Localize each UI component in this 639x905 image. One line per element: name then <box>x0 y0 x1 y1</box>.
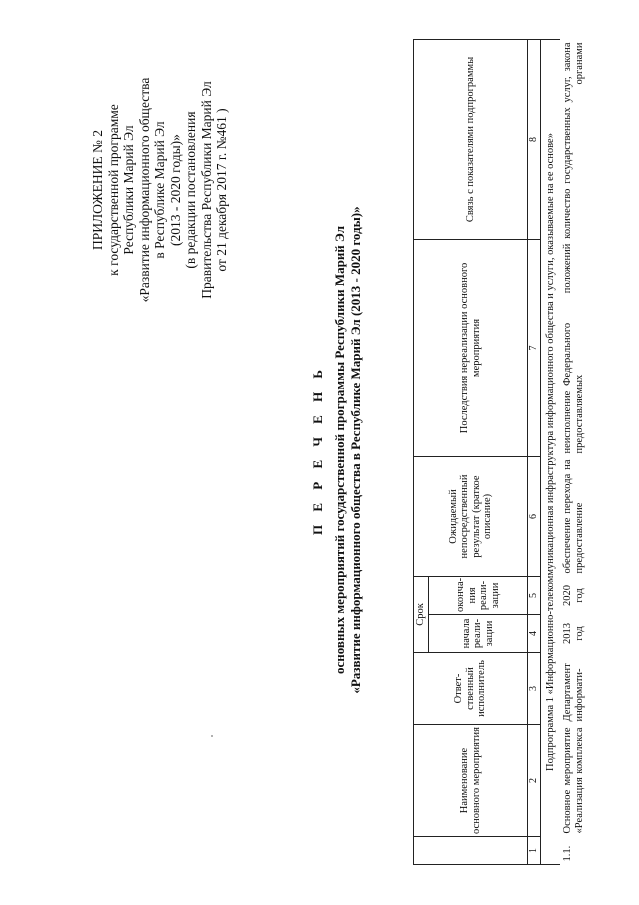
appendix-line: в Республике Марий Эл <box>152 121 167 259</box>
appendix-line: от 21 декабря 2017 г. №461 ) <box>214 108 229 272</box>
scan-speck <box>211 735 213 737</box>
row-name: Основное мероприятие «Реализация комплекса <box>562 727 585 834</box>
header-link: Связь с показателями подпрограммы <box>414 39 528 239</box>
title-line-2: «Развитие информационного общества в Республике Марий Эл (2013 - 2020 годы)» <box>348 206 363 694</box>
column-number-row <box>528 39 541 864</box>
appendix-line: к государственной программе <box>105 104 121 276</box>
header-consequences: Последствия нереализации основного мероприятия <box>414 239 528 456</box>
column-number: 3 <box>528 653 541 725</box>
measures-table <box>413 39 587 865</box>
appendix-line: (2013 - 2020 годы)» <box>167 134 183 246</box>
column-number: 1 <box>528 837 541 865</box>
appendix-line: Правительства Республики Марий Эл <box>198 81 214 299</box>
header-name: Наименование основного мероприятия <box>414 725 528 837</box>
column-number: 2 <box>528 725 541 837</box>
header-term: Срок <box>414 576 429 652</box>
document-title <box>310 135 364 765</box>
appendix-line: Республики Марий Эл <box>121 125 136 255</box>
table-header-row <box>414 39 429 864</box>
header-result: Ожидаемый непосредственный результат (краткое описание) <box>414 456 528 576</box>
table-row <box>560 39 587 864</box>
row-link-a: положений количество государственных услуг, <box>562 76 573 294</box>
appendix-line: ПРИЛОЖЕНИЕ № 2 <box>90 129 105 251</box>
header-end: оконча-ния реали-зации <box>429 576 528 614</box>
column-number: 7 <box>528 239 541 456</box>
column-number: 8 <box>528 39 541 239</box>
row-link-b: закона предоставляемых органами <box>562 42 585 454</box>
column-number: 5 <box>528 576 541 614</box>
header-num-cell <box>414 837 528 865</box>
appendix-block <box>90 50 230 330</box>
row-start: 2013 год <box>562 623 585 644</box>
subprogram-row <box>540 39 560 864</box>
title-line-1: основных мероприятий государственной программы Республики Марий Эл <box>332 226 347 675</box>
header-start: начала реали-зации <box>429 615 528 653</box>
subprogram-title: Подпрограмма 1 «Информационно-телекоммуникационная инфраструктура информационного общества и услуги, оказываемые на ее основе» <box>540 39 560 864</box>
row-consequences-link <box>560 39 587 456</box>
appendix-line: (в редакции постановления <box>183 111 198 269</box>
row-consequences: неисполнение Федерального <box>562 322 573 454</box>
appendix-line: «Развитие информационного общества <box>136 77 152 303</box>
row-number: 1.1. <box>562 845 573 862</box>
row-executor: Департамент информати- <box>562 663 585 722</box>
row-end: 2020 год <box>562 585 585 606</box>
column-number: 4 <box>528 615 541 653</box>
header-executor: Ответ-ственный исполнитель <box>414 653 528 725</box>
row-result: обеспечение перехода на предоставление <box>562 459 585 574</box>
column-number: 6 <box>528 456 541 576</box>
title-heading: П Е Р Е Ч Е Н Ь <box>310 364 325 536</box>
